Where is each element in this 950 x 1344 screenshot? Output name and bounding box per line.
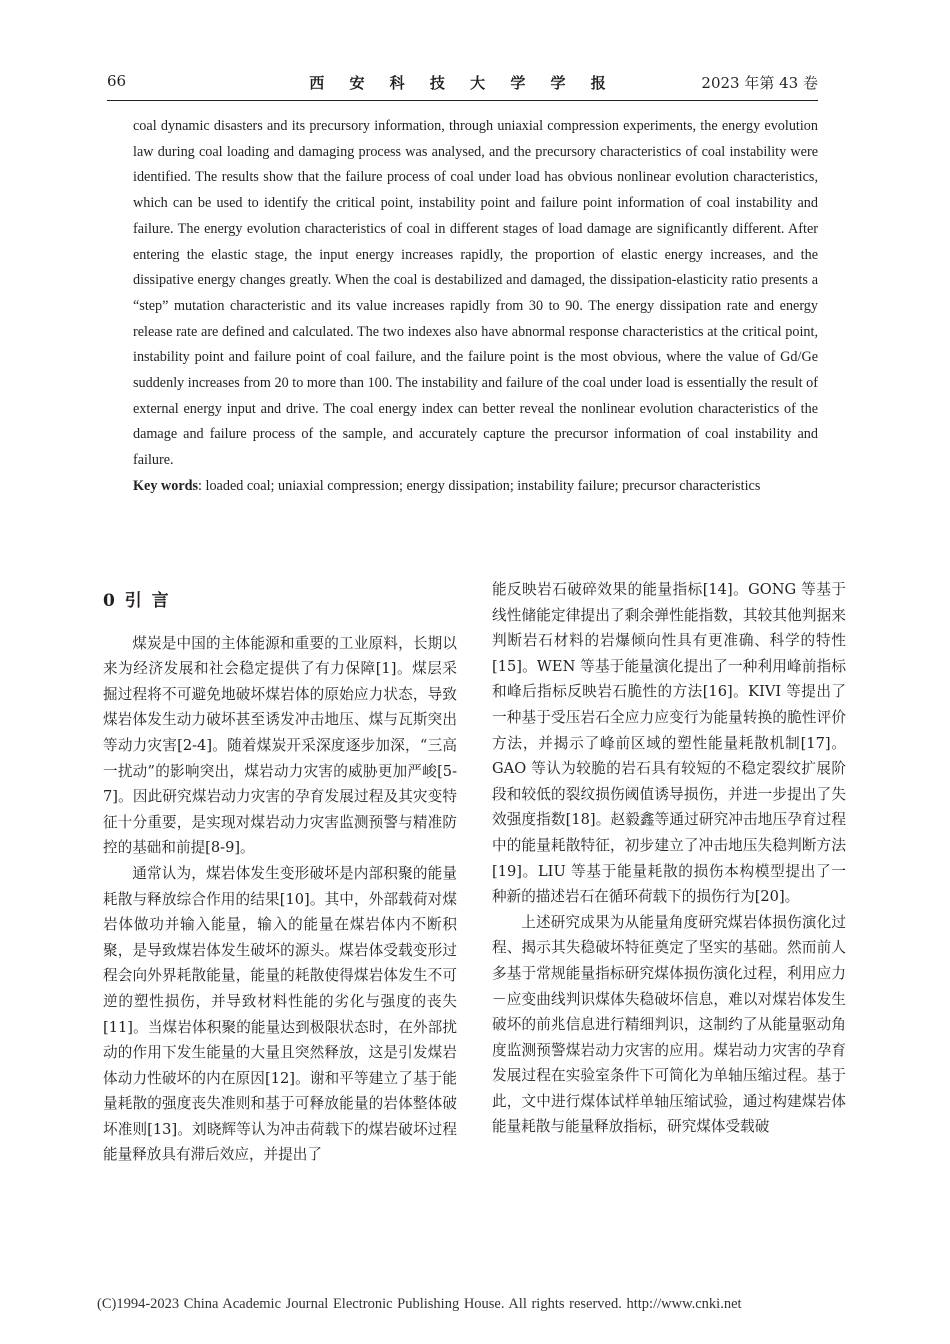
right-column — [492, 577, 846, 1140]
left-column — [103, 577, 457, 1168]
volume-info: 2023 年第 43 卷 — [701, 74, 818, 92]
header-rule — [107, 100, 818, 101]
abstract — [133, 114, 818, 500]
copyright-footer: (C)1994-2023 China Academic Journal Electronic Publishing House. All rights reserved. http://www.cnki.net — [97, 1296, 742, 1312]
page-number: 66 — [107, 72, 127, 90]
keywords-list: : loaded coal; uniaxial compression; energy dissipation; instability failure; precursor characteristics — [198, 477, 761, 494]
section-title: 0 引 言 — [103, 591, 171, 611]
abstract-text: coal dynamic disasters and its precursory information, through uniaxial compression experiments, the energy evolution law during coal loading and damaging process was analysed, and the precursory characteristics of coal instability were identified. The results show that the failure process of coal under load has obvious nonlinear evolution characteristics, which can be used to identify the critical point, instability point and failure point information of coal instability and failure. The energy evolution characteristics of coal in different stages of load damage are significantly different. After entering the elastic stage, the input energy increases rapidly, the proportion of elastic energy increases, and the dissipative energy changes greatly. When the coal is destabilized and damaged, the dissipation-elasticity ratio presents a “step” mutation characteristic and its value increases rapidly from 30 to 90. The energy dissipation rate and energy release rate are defined and calculated. The two indexes also have abnormal response characteristics at the critical point, instability point and failure point of coal failure, and the failure point is the most obvious, where the value of Gd/Ge suddenly increases from 20 to more than 100. The instability and failure of the coal under load is essentially the result of external energy input and drive. The coal energy index can better reveal the nonlinear evolution characteristics of the damage and failure process of the sample, and accurately capture the precursor information of coal instability and failure. — [133, 118, 818, 469]
paragraph: 通常认为，煤岩体发生变形破坏是内部积聚的能量耗散与释放综合作用的结果[10]。其中，外部载荷对煤岩体做功并输入能量，输入的能量在煤岩体内不断积聚，是导致煤岩体发生破坏的源头。煤岩体受载变形过程会向外界耗散能量，能量的耗散使得煤岩体发生不可逆的塑性损伤，并导致材料性能的劣化与强度的丧失[11]。当煤岩体积聚的能量达到极限状态时，在外部扰动的作用下发生能量的大量且突然释放，这是引发煤岩体动力性破坏的内在原因[12]。谢和平等建立了基于能量耗散的强度丧失准则和基于可释放能量的岩体整体破坏准则[13]。刘晓辉等认为冲击荷载下的煤岩破坏过程能量释放具有滞后效应，并提出了 — [103, 864, 457, 1164]
page-header — [107, 68, 818, 94]
paragraph: 煤炭是中国的主体能源和重要的工业原料，长期以来为经济发展和社会稳定提供了有力保障[1]。煤层采掘过程将不可避免地破坏煤岩体的原始应力状态，导致煤岩体发生动力破坏甚至诱发冲击地压、煤与瓦斯突出等动力灾害[2-4]。随着煤炭开采深度逐步加深，“三高一扰动”的影响突出，煤岩动力灾害的威胁更加严峻[5-7]。因此研究煤岩动力灾害的孕育发展过程及其灾变特征十分重要，是实现对煤岩动力灾害监测预警与精准防控的基础和前提[8-9]。 — [103, 634, 457, 857]
keywords — [133, 474, 818, 500]
journal-name: 西 安 科 技 大 学 学 报 — [309, 74, 616, 92]
paragraph: 上述研究成果为从能量角度研究煤岩体损伤演化过程、揭示其失稳破坏特征奠定了坚实的基础。然而前人多基于常规能量指标研究煤体损伤演化过程，利用应力－应变曲线判识煤体失稳破坏信息，难以对煤岩体发生破坏的前兆信息进行精细判识，这制约了从能量驱动角度监测预警煤岩动力灾害的应用。煤岩动力灾害的孕育发展过程在实验室条件下可简化为单轴压缩过程。基于此，文中进行煤体试样单轴压缩试验，通过构建煤岩体能量耗散与能量释放指标，研究煤体受载破 — [492, 913, 846, 1136]
paragraph: 能反映岩石破碎效果的能量指标[14]。GONG 等基于线性储能定律提出了剩余弹性能指数，其较其他判据来判断岩石材料的岩爆倾向性具有更准确、科学的特性[15]。WEN 等基于能量演化提出了一种利用峰前指标和峰后指标反映岩石脆性的方法[16]。KIVI 等提出了一种基于受压岩石全应力应变行为能量转换的脆性评价方法，并揭示了峰前区域的塑性能量耗散机制[17]。GAO 等认为较脆的岩石具有较短的不稳定裂纹扩展阶段和较低的裂纹损伤阈值诱导损伤，并进一步提出了失效强度指数[18]。赵毅鑫等通过研究冲击地压孕育过程中的能量耗散特征，初步建立了冲击地压失稳判断方法[19]。LIU 等基于能量耗散的损伤本构模型提出了一种新的描述岩石在循环荷载下的损伤行为[20]。 — [492, 581, 846, 906]
keywords-label: Key words — [133, 477, 199, 494]
